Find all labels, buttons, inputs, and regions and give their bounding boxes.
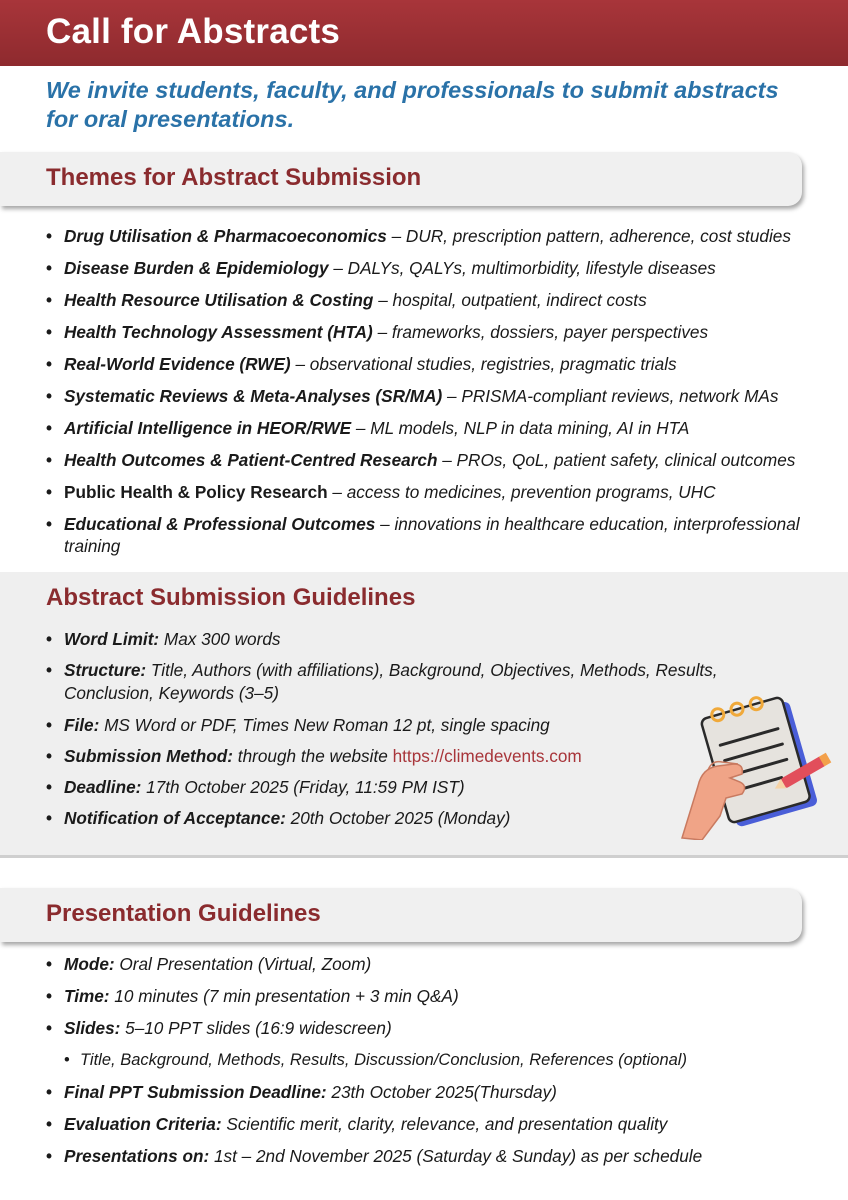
themes-list — [46, 225, 836, 561]
presentation-item: • Evaluation Criteria: Scientific merit, clarity, relevance, and presentation quality — [46, 1113, 836, 1145]
guideline-item: • Structure: Title, Authors (with affiliations), Background, Objectives, Methods, Results, Conclusion, Keywords (3–5) — [46, 659, 806, 714]
theme-item: • Real-World Evidence (RWE) – observational studies, registries, pragmatic trials — [46, 353, 836, 385]
presentation-item: • Slides: 5–10 PPT slides (16:9 widescreen) — [46, 1017, 836, 1049]
presentation-item: • Mode: Oral Presentation (Virtual, Zoom) — [46, 953, 836, 985]
presentation-section-tab — [0, 888, 802, 942]
guideline-item: • File: MS Word or PDF, Times New Roman 12 pt, single spacing — [46, 714, 806, 745]
themes-section-title: Themes for Abstract Submission — [46, 164, 422, 191]
theme-item: • Drug Utilisation & Pharmacoeconomics – DUR, prescription pattern, adherence, cost studies — [46, 225, 836, 257]
guidelines-divider — [0, 855, 848, 858]
page-title: Call for Abstracts — [46, 12, 341, 51]
theme-item: • Health Technology Assessment (HTA) – frameworks, dossiers, payer perspectives — [46, 321, 836, 353]
guidelines-section-header — [46, 584, 415, 612]
website-link[interactable]: https://climedevents.com — [392, 746, 582, 766]
presentation-section-title: Presentation Guidelines — [46, 900, 321, 927]
guideline-item: • Submission Method: through the website https://climedevents.com — [46, 745, 806, 776]
presentation-item: • Time: 10 minutes (7 min presentation + 3 min Q&A) — [46, 985, 836, 1017]
theme-item: • Health Outcomes & Patient-Centred Research – PROs, QoL, patient safety, clinical outcomes — [46, 449, 836, 481]
presentation-list — [46, 953, 836, 1177]
theme-item: • Artificial Intelligence in HEOR/RWE – ML models, NLP in data mining, AI in HTA — [46, 417, 836, 449]
guideline-item: • Notification of Acceptance: 20th October 2025 (Monday) — [46, 807, 806, 838]
guideline-item: • Deadline: 17th October 2025 (Friday, 11:59 PM IST) — [46, 776, 806, 807]
header-banner — [0, 0, 848, 66]
notepad-hand-icon — [668, 690, 838, 840]
theme-item: • Public Health & Policy Research – access to medicines, prevention programs, UHC — [46, 481, 836, 513]
theme-item: • Disease Burden & Epidemiology – DALYs, QALYs, multimorbidity, lifestyle diseases — [46, 257, 836, 289]
guidelines-section-title: Abstract Submission Guidelines — [46, 584, 416, 611]
theme-item: • Health Resource Utilisation & Costing – hospital, outpatient, indirect costs — [46, 289, 836, 321]
themes-section-tab — [0, 152, 802, 206]
presentation-item: • Final PPT Submission Deadline: 23th October 2025(Thursday) — [46, 1081, 836, 1113]
presentation-item: • Presentations on: 1st – 2nd November 2025 (Saturday & Sunday) as per schedule — [46, 1145, 836, 1177]
presentation-subitem: • Title, Background, Methods, Results, Discussion/Conclusion, References (optional) — [46, 1049, 836, 1081]
intro-text: We invite students, faculty, and professionals to submit abstracts for oral presentations. — [46, 77, 779, 132]
guideline-item: • Word Limit: Max 300 words — [46, 628, 806, 659]
theme-item: • Systematic Reviews & Meta-Analyses (SR/MA) – PRISMA-compliant reviews, network MAs — [46, 385, 836, 417]
theme-item: • Educational & Professional Outcomes – innovations in healthcare education, interprofessional training — [46, 513, 836, 561]
